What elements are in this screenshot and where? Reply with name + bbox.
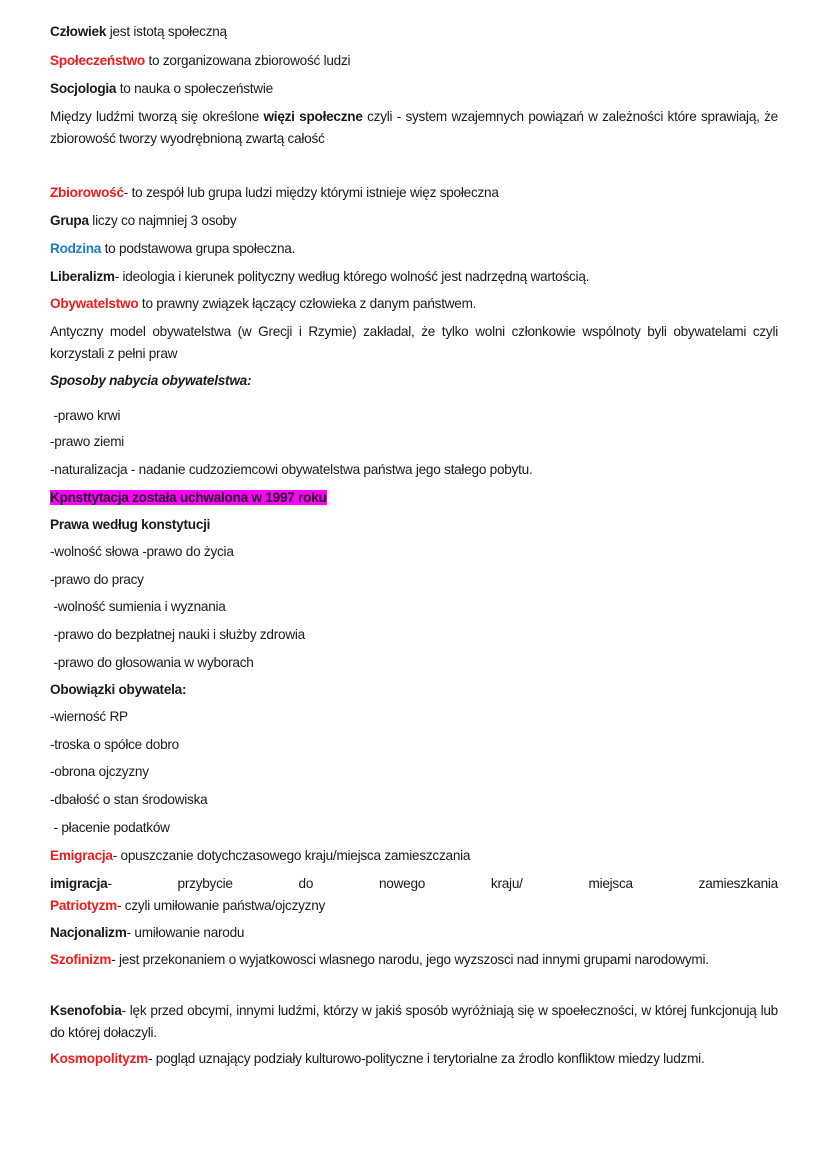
text-grupa: liczy co najmniej 3 osoby bbox=[88, 213, 237, 228]
paragraph-wolnosc-slowa bbox=[50, 541, 778, 563]
text-prawo-krwi: -prawo krwi bbox=[50, 408, 121, 423]
paragraph-troska bbox=[50, 734, 778, 756]
text-rodzina: to podstawowa grupa społeczna. bbox=[101, 241, 296, 256]
text-wiezi: czyli - system wzajemnych powiązań w zależności które sprawiają, że zbiorowość tworzy wyodrębnioną zwartą całość bbox=[50, 109, 782, 146]
paragraph-liberalizm bbox=[50, 266, 778, 288]
text-ksenofobia: - lęk przed obcymi, innymi ludźmi, którzy w jakiś sposób wyróżniają się w spoełeczności, w której funkcjonują lub do której dołaczyli. bbox=[50, 1003, 782, 1040]
text-czlowiek: jest istotą społeczną bbox=[106, 24, 227, 39]
text-troska: -troska o spółce dobro bbox=[50, 737, 179, 752]
text-wolnosc-sumienia: -wolność sumienia i wyznania bbox=[50, 599, 226, 614]
paragraph-patriotyzm bbox=[50, 895, 778, 917]
term-imigracja: imigracja bbox=[50, 876, 108, 891]
term-konstytucja: Kpnsttytacja została uchwalona w 1997 roku bbox=[50, 490, 327, 505]
term-grupa: Grupa bbox=[50, 213, 89, 228]
term-patriotyzm: Patriotyzm bbox=[50, 898, 117, 913]
text-dbalosc: -dbałość o stan środowiska bbox=[50, 792, 208, 807]
paragraph-prawo-krwi bbox=[50, 405, 778, 427]
text-podatki: - płacenie podatków bbox=[50, 820, 170, 835]
text-obrona: -obrona ojczyzny bbox=[50, 764, 149, 779]
text-wiezi: Między ludźmi tworzą się określone bbox=[50, 109, 264, 124]
paragraph-grupa bbox=[50, 210, 778, 232]
paragraph-prawa-heading bbox=[50, 514, 778, 536]
paragraph-wolnosc-sumienia bbox=[50, 596, 778, 618]
term-kosmopolityzm: Kosmopolityzm bbox=[50, 1051, 148, 1066]
term-socjologia: Socjologia bbox=[50, 81, 117, 96]
paragraph-czlowiek bbox=[50, 21, 778, 43]
paragraph-sposoby bbox=[50, 370, 778, 392]
term-nacjonalizm: Nacjonalizm bbox=[50, 925, 127, 940]
text-prawo-ziemi: -prawo ziemi bbox=[50, 434, 125, 449]
text-socjologia: to nauka o społeczeństwie bbox=[116, 81, 273, 96]
term-wiezi: więzi społeczne bbox=[263, 109, 363, 124]
paragraph-antyczny bbox=[50, 321, 782, 364]
text-naturalizacja: -naturalizacja - nadanie cudzoziemcowi obywatelstwa państwa jego stałego pobytu. bbox=[50, 462, 533, 477]
paragraph-szofinizm bbox=[50, 949, 778, 971]
paragraph-podatki bbox=[50, 817, 778, 839]
text-zbiorowosc: - to zespół lub grupa ludzi między którymi istnieje więz społeczna bbox=[123, 185, 499, 200]
term-obywatelstwo: Obywatelstwo bbox=[50, 296, 139, 311]
text-wiernosc: -wierność RP bbox=[50, 709, 128, 724]
term-sposoby: Sposoby nabycia obywatelstwa: bbox=[50, 373, 252, 388]
text-wolnosc-slowa: -wolność słowa -prawo do życia bbox=[50, 544, 234, 559]
term-emigracja: Emigracja bbox=[50, 848, 113, 863]
paragraph-rodzina bbox=[50, 238, 778, 260]
paragraph-kosmopolityzm bbox=[50, 1048, 778, 1070]
term-spoleczenstwo: Społeczeństwo bbox=[50, 53, 145, 68]
paragraph-konstytucja bbox=[50, 487, 778, 509]
text-kosmopolityzm: - pogląd uznający podziały kulturowo-polityczne i terytorialne za źrodlo konfliktow miedzy ludzmi. bbox=[147, 1051, 705, 1066]
text-glosowanie: -prawo do głosowania w wyborach bbox=[50, 655, 254, 670]
term-szofinizm: Szofinizm bbox=[50, 952, 112, 967]
paragraph-wiernosc bbox=[50, 706, 778, 728]
paragraph-nauka-zdrowie bbox=[50, 624, 778, 646]
paragraph-spoleczenstwo bbox=[50, 50, 778, 72]
text-liberalizm: - ideologia i kierunek polityczny według którego wolność jest nadrzędną wartością. bbox=[114, 269, 590, 284]
term-zbiorowosc: Zbiorowość bbox=[50, 185, 124, 200]
paragraph-zbiorowosc bbox=[50, 182, 778, 204]
paragraph-ksenofobia bbox=[50, 1000, 782, 1043]
paragraph-nacjonalizm bbox=[50, 922, 778, 944]
text-antyczny: Antyczny model obywatelstwa (w Grecji i Rzymie) zakładal, że tylko wolni członkowie wspólnoty byli obywatelami czyli korzystali z pełni praw bbox=[50, 324, 782, 361]
paragraph-prawo-pracy bbox=[50, 569, 778, 591]
paragraph-dbalosc bbox=[50, 789, 778, 811]
term-czlowiek: Człowiek bbox=[50, 24, 107, 39]
term-liberalizm: Liberalizm bbox=[50, 269, 115, 284]
paragraph-socjologia bbox=[50, 78, 778, 100]
paragraph-glosowanie bbox=[50, 652, 778, 674]
text-prawo-pracy: -prawo do pracy bbox=[50, 572, 144, 587]
paragraph-obywatelstwo bbox=[50, 293, 778, 315]
paragraph-wiezi bbox=[50, 106, 782, 149]
paragraph-emigracja bbox=[50, 845, 778, 867]
text-patriotyzm: - czyli umiłowanie państwa/ojczyzny bbox=[117, 898, 326, 913]
paragraph-obrona bbox=[50, 761, 778, 783]
paragraph-prawo-ziemi bbox=[50, 431, 778, 453]
term-rodzina: Rodzina bbox=[50, 241, 102, 256]
text-imigracja: - przybycie do nowego kraju/ miejsca zamieszkania bbox=[107, 876, 778, 891]
text-emigracja: - opuszczanie dotychczasowego kraju/miejsca zamieszczania bbox=[112, 848, 471, 863]
paragraph-obowiazki-heading bbox=[50, 679, 778, 701]
paragraph-naturalizacja bbox=[50, 459, 778, 481]
paragraph-imigracja bbox=[50, 873, 778, 895]
text-spoleczenstwo: to zorganizowana zbiorowość ludzi bbox=[144, 53, 351, 68]
term-obowiazki-heading: Obowiązki obywatela: bbox=[50, 682, 187, 697]
text-nacjonalizm: - umiłowanie narodu bbox=[126, 925, 245, 940]
term-prawa-heading: Prawa według konstytucji bbox=[50, 517, 211, 532]
text-obywatelstwo: to prawny związek łączący człowieka z danym państwem. bbox=[138, 296, 477, 311]
text-szofinizm: - jest przekonaniem o wyjatkowosci wlasnego narodu, jego wyzszosci nad innymi grupami narodowymi. bbox=[111, 952, 709, 967]
text-nauka-zdrowie: -prawo do bezpłatnej nauki i służby zdrowia bbox=[50, 627, 305, 642]
term-ksenofobia: Ksenofobia bbox=[50, 1003, 122, 1018]
